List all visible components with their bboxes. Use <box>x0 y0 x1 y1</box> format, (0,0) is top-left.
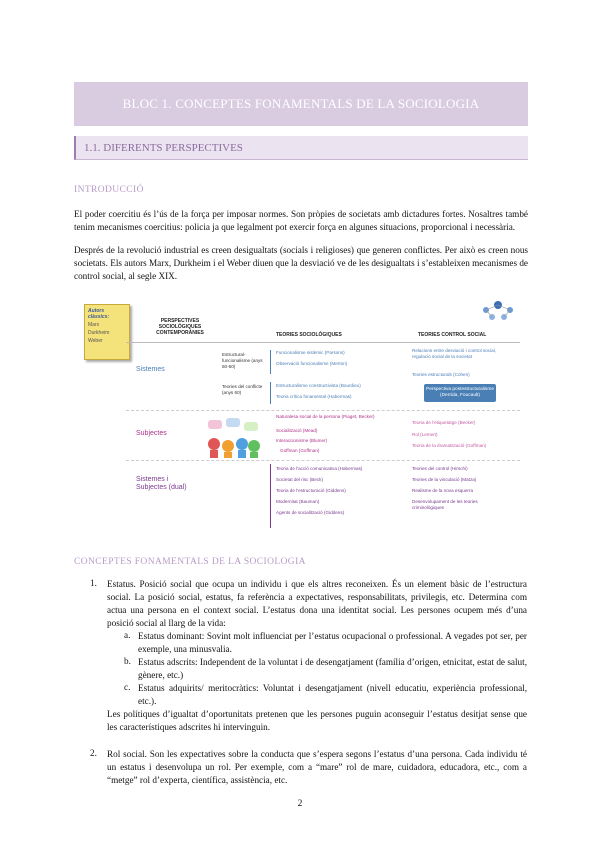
concepts-heading: CONCEPTES FONAMENTALS DE LA SOCIOLOGIA <box>74 557 306 567</box>
control-item: Teoria de la dramatització (Goffman) <box>412 443 487 448</box>
theory-item: Agents de socialització (Giddens) <box>276 510 345 515</box>
authors-note-item: Weber <box>88 338 103 344</box>
row-label-sistemes: Sistemes <box>136 366 165 373</box>
bracket <box>270 350 274 374</box>
intro-paragraph-1 <box>74 208 528 234</box>
control-item: Realisme de la nova esquerra <box>412 488 474 493</box>
sub-item <box>124 682 527 708</box>
control-item: Teoria de l'etiquetatge (Becker) <box>412 420 476 425</box>
sub-item <box>124 630 527 656</box>
list-number: 1. <box>90 578 97 588</box>
sub-letter: b. <box>124 656 131 666</box>
theory-item: Observació funcionalisme (Merton) <box>276 361 348 366</box>
row-label-dual: Sistemes i Subjectes (dual) <box>136 476 187 491</box>
list-number: 2. <box>90 748 97 758</box>
people-network-icon <box>478 298 518 322</box>
authors-note <box>84 304 130 360</box>
chapter-title: BLOC 1. CONCEPTES FONAMENTALS DE LA SOCIOLOGIA <box>122 96 480 111</box>
theory-item: Modernitat (Bauman) <box>276 499 320 504</box>
theory-item: Teoria de l'estructuració (Giddens) <box>276 488 346 493</box>
control-item: Relacions entre desviació i control social, regulació social de la societat <box>412 348 497 359</box>
list-item-estatus <box>107 578 527 630</box>
estatus-conclusion <box>107 708 527 734</box>
control-item: Rol (Lemert) <box>412 432 438 437</box>
sub-text: Estatus dominant: Sovint molt influenciat per l’estatus ocupacional o professional. A vegades pot ser, per exemple, una minusvalia. <box>138 631 527 654</box>
sub-text: Estatus adscrits: Independent de la voluntat i de desengatjament (família d’origen, etnicitat, estat de salut, gènere, etc.) <box>138 657 527 680</box>
postestructuralisme-box <box>424 384 496 402</box>
intro-paragraph-2 <box>74 244 528 283</box>
rol-social-text: Rol social. Son les expectatives sobre la conducta que s’espera segons l’estatus d’una persona. Cada individu té un estatus i desenvolupa un rol. Per exemple, com a “mare” rol de mare, cuidadora, educadora, etc., com a “metge” rol d’experta, científica, assistència, etc. <box>107 749 527 785</box>
theory-item: Funcionalisme sistèmic (Parsons) <box>276 350 345 355</box>
theory-item: Socialització (Mead) <box>276 428 318 433</box>
list-item-rol-social <box>107 748 527 787</box>
chapter-banner <box>74 82 528 126</box>
theory-item: Teoria de l'acció comunicativa (Habermas) <box>276 466 363 471</box>
theory-item: Teoria crítica fonamental (Habermas) <box>276 394 352 399</box>
authors-note-item: Durkheim <box>88 330 110 336</box>
header-divider <box>126 342 520 343</box>
speech-bubbles-icon <box>202 416 264 458</box>
sub-letter: a. <box>124 630 131 640</box>
control-item: Desenvolupament de les teories criminològiques <box>412 499 478 510</box>
sub-item <box>124 656 527 682</box>
authors-note-item: Marx <box>88 322 100 328</box>
page-number: 2 <box>297 799 303 809</box>
intro-text-1: El poder coercitiu és l’ús de la força per imposar normes. Son pròpies de societats amb dictadures fortes. Nosaltres també tenim mecanismes coercitius: policia ja que legalment pot exercir força en algunes situacions, proporcional i necessària. <box>74 209 528 232</box>
col-header-theories: TEORIES SOCIOLÒGIQUES <box>276 332 342 338</box>
row-divider <box>126 410 520 411</box>
bracket <box>270 382 274 404</box>
col-header-control: TEORIES CONTROL SOCIAL <box>418 332 487 338</box>
estatus-text: Estatus. Posició social que ocupa un individu i que els altres reconeixen. És un element bàsic de l’estructura social. La posició social, estatus, fa referència a expectatives, responsabilitats, privilegis, etc. Determina com actua una persona en el context social. L’estatus dona una identitat social. Les persones ocupem més d’una posició social al llarg de la vida: <box>107 579 527 628</box>
control-item: Teories del control (Hirschi) <box>412 466 468 471</box>
bracket <box>270 464 274 528</box>
sub-letter: c. <box>124 682 131 692</box>
control-item: Teories estructurals (Cohen) <box>412 372 470 377</box>
perspectives-figure <box>90 296 520 546</box>
row-label-subjectes: Subjectes <box>136 430 167 437</box>
theory-item: Interaccionisme (Blumer) <box>276 438 328 443</box>
section-title: 1.1. DIFERENTS PERSPECTIVES <box>84 141 243 154</box>
estatus-conclusion-text: Les polítiques d’igualtat d’oportunitats pretenen que les persones puguin aconseguir l’estatus desitjat sense que les característiques adscrites hi intervinguin. <box>107 709 527 732</box>
col-header-perspectives: PERSPECTIVES SOCIOLÒGIQUES CONTEMPORÀNIES <box>156 318 204 336</box>
postestructuralisme-label: Perspectiva postestructuralisme (Derrida, Foucault) <box>426 387 494 398</box>
theory-item: Goffman (Goffman) <box>280 448 320 453</box>
theory-item: Estructuralisme constructivista (Bourdieu) <box>276 383 361 388</box>
row-divider <box>126 460 520 461</box>
theory-item: Naturalesa social de la persona (Piaget, Becker) <box>276 414 375 419</box>
sub-text: Estatus adquirits/ meritocràtics: Voluntat i desengatjament (nivell educatiu, experiència professional, etc.). <box>138 683 527 706</box>
theory-item: Societat del risc (Beck) <box>276 477 323 482</box>
intro-heading: INTRODUCCIÓ <box>74 185 144 195</box>
intro-text-2: Després de la revolució industrial es creen desigualtats (socials i religioses) que generen conflictes. Per això es creen nous societats. Els autors Marx, Durkheim i el Weber diuen que la desviació ve de les desigualtats i s’estableixen mecanismes de control social, al segle XIX. <box>74 245 528 281</box>
authors-note-title: Autors clàssics: <box>88 308 110 320</box>
control-item: Teories de la vinculació (Matza) <box>412 477 477 482</box>
row-sub: Estructural-funcionalisme (anys 50-60) <box>222 352 263 369</box>
section-banner <box>74 136 528 160</box>
row-sub: Teories del conflicte (anys 60) <box>222 384 263 395</box>
